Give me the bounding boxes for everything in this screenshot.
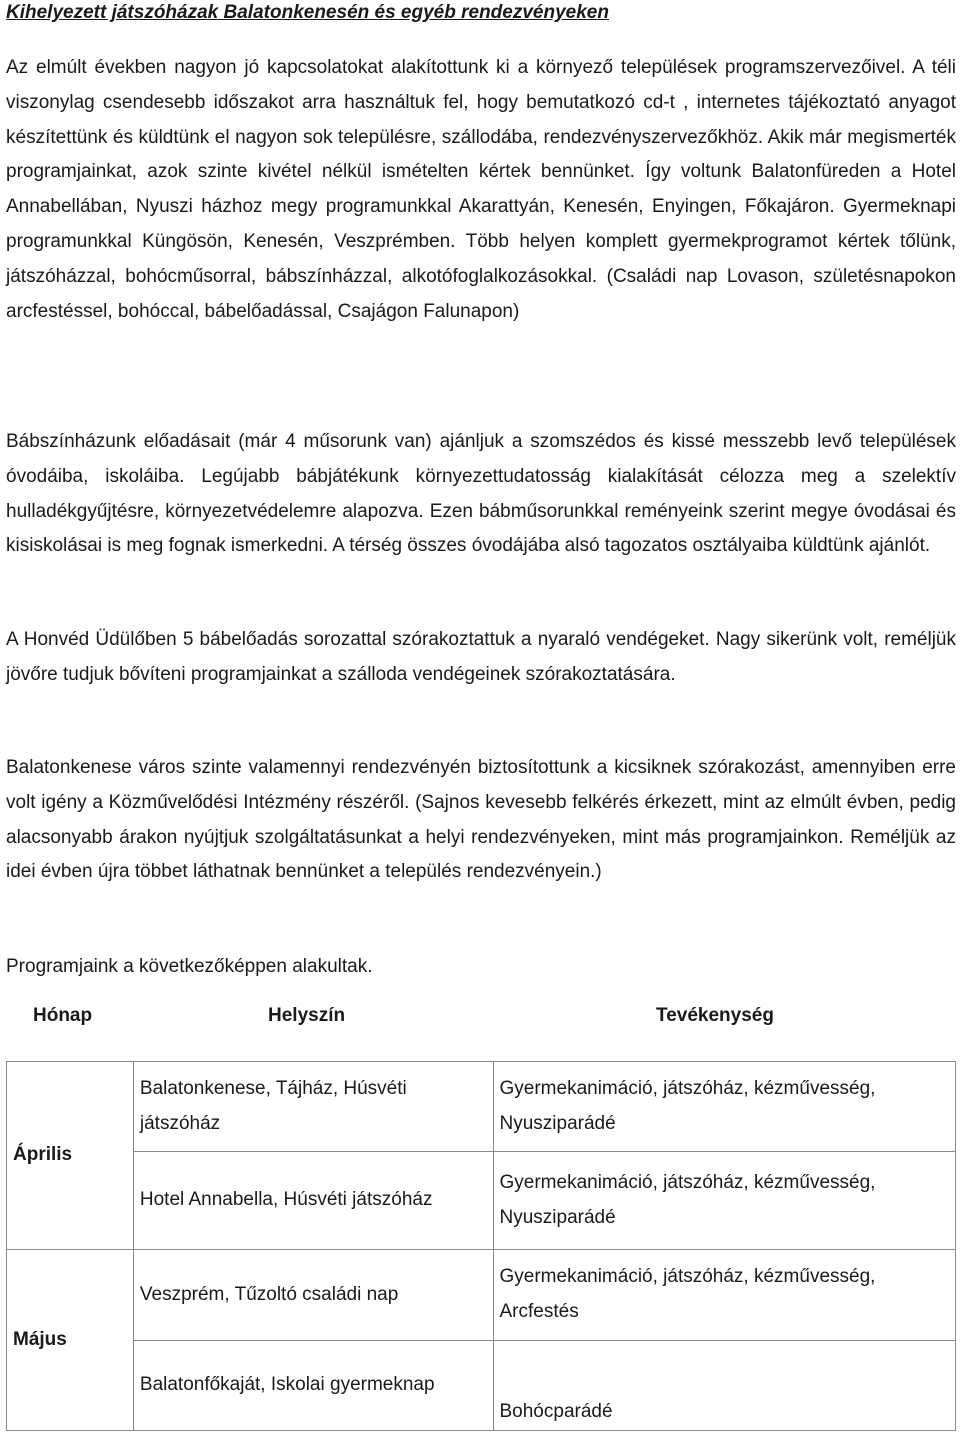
place-cell: Balatonfőkaját, Iskolai gyermeknap bbox=[133, 1341, 493, 1431]
month-cell-april: Április bbox=[7, 1062, 134, 1250]
activity-cell: Gyermekanimáció, játszóház, kézművesség, Arcfestés bbox=[493, 1250, 956, 1341]
table-row bbox=[7, 1152, 956, 1250]
document-title: Kihelyezett játszóházak Balatonkenesén és egyéb rendezvényeken bbox=[6, 2, 609, 23]
place-cell: Hotel Annabella, Húsvéti játszóház bbox=[133, 1152, 493, 1250]
activity-cell: Bohócparádé bbox=[493, 1341, 956, 1431]
table-row bbox=[7, 1062, 956, 1152]
activity-cell: Gyermekanimáció, játszóház, kézművesség, Nyusziparádé bbox=[493, 1062, 956, 1152]
header-activity: Tevékenység bbox=[656, 1005, 774, 1026]
place-cell: Balatonkenese, Tájház, Húsvéti játszóház bbox=[133, 1062, 493, 1152]
month-cell-may: Május bbox=[7, 1250, 134, 1431]
schedule-table bbox=[6, 1061, 956, 1431]
table-row bbox=[7, 1250, 956, 1341]
header-month: Hónap bbox=[33, 1005, 93, 1026]
activity-cell: Gyermekanimáció, játszóház, kézművesség, Nyusziparádé bbox=[493, 1152, 956, 1250]
paragraph-honved-resort: A Honvéd Üdülőben 5 bábelőadás sorozattal szórakoztattuk a nyaraló vendégeket. Nagy sikerünk volt, reméljük jövőre tudjuk bővíteni programjainkat a szálloda vendégeinek szórakoztatására. bbox=[6, 629, 956, 685]
header-place: Helyszín bbox=[268, 1005, 346, 1026]
paragraph-puppet-theatre: Bábszínházunk előadásait (már 4 műsorunk van) ajánljuk a szomszédos és kissé messzebb levő települések óvodáiba, iskoláiba. Legújabb bábjátékunk környezettudatosság kialakítását célozza meg a szelektív hulladékgyűjtésre, környezetvédelemre alapozva. Ezen bábműsorunkkal reményeink szerint megye óvodásai és kisiskolásai is meg fognak ismerkedni. A térség összes óvodájába alsó tagozatos osztályaiba küldtünk ajánlót. bbox=[6, 431, 956, 557]
table-row bbox=[7, 1341, 956, 1431]
paragraph-partnerships: Az elmúlt években nagyon jó kapcsolatokat alakítottunk ki a környező települések programszervezőivel. A téli viszonylag csendesebb időszakot arra használtuk fel, hogy bemutatkozó cd-t , internetes tájékoztató anyagot készítettünk és küldtünk el nagyon sok településre, szállodába, rendezvényszervezőkhöz. Akik már megismerték programjainkat, azok szinte kivétel nélkül ismételten kértek bennünket. Így voltunk Balatonfüreden a Hotel Annabellában, Nyuszi házhoz megy programunkkal Akarattyán, Kenesén, Enyingen, Főkajáron. Gyermeknapi programunkkal Küngösön, Kenesén, Veszprémben. Több helyen komplett gyermekprogramot kértek tőlünk, játszóházzal, bohócműsorral, bábszínházzal, alkotófoglalkozásokkal. (Családi nap Lovason, születésnapokon arcfestéssel, bohóccal, bábelőadással, Csajágon Falunapon) bbox=[6, 57, 956, 322]
place-cell: Veszprém, Tűzoltó családi nap bbox=[133, 1250, 493, 1341]
paragraph-schedule-intro: Programjaink a következőképpen alakultak. bbox=[6, 956, 373, 977]
paragraph-town-events: Balatonkenese város szinte valamennyi rendezvényén biztosítottunk a kicsiknek szórakozást, amennyiben erre volt igény a Közművelődési Intézmény részéről. (Sajnos kevesebb felkérés érkezett, mint az elmúlt évben, pedig alacsonyabb árakon nyújtjuk szolgáltatásunkat a helyi rendezvényeken, mint más programjainkon. Reméljük az idei évben újra többet láthatnak bennünket a település rendezvényein.) bbox=[6, 757, 956, 883]
